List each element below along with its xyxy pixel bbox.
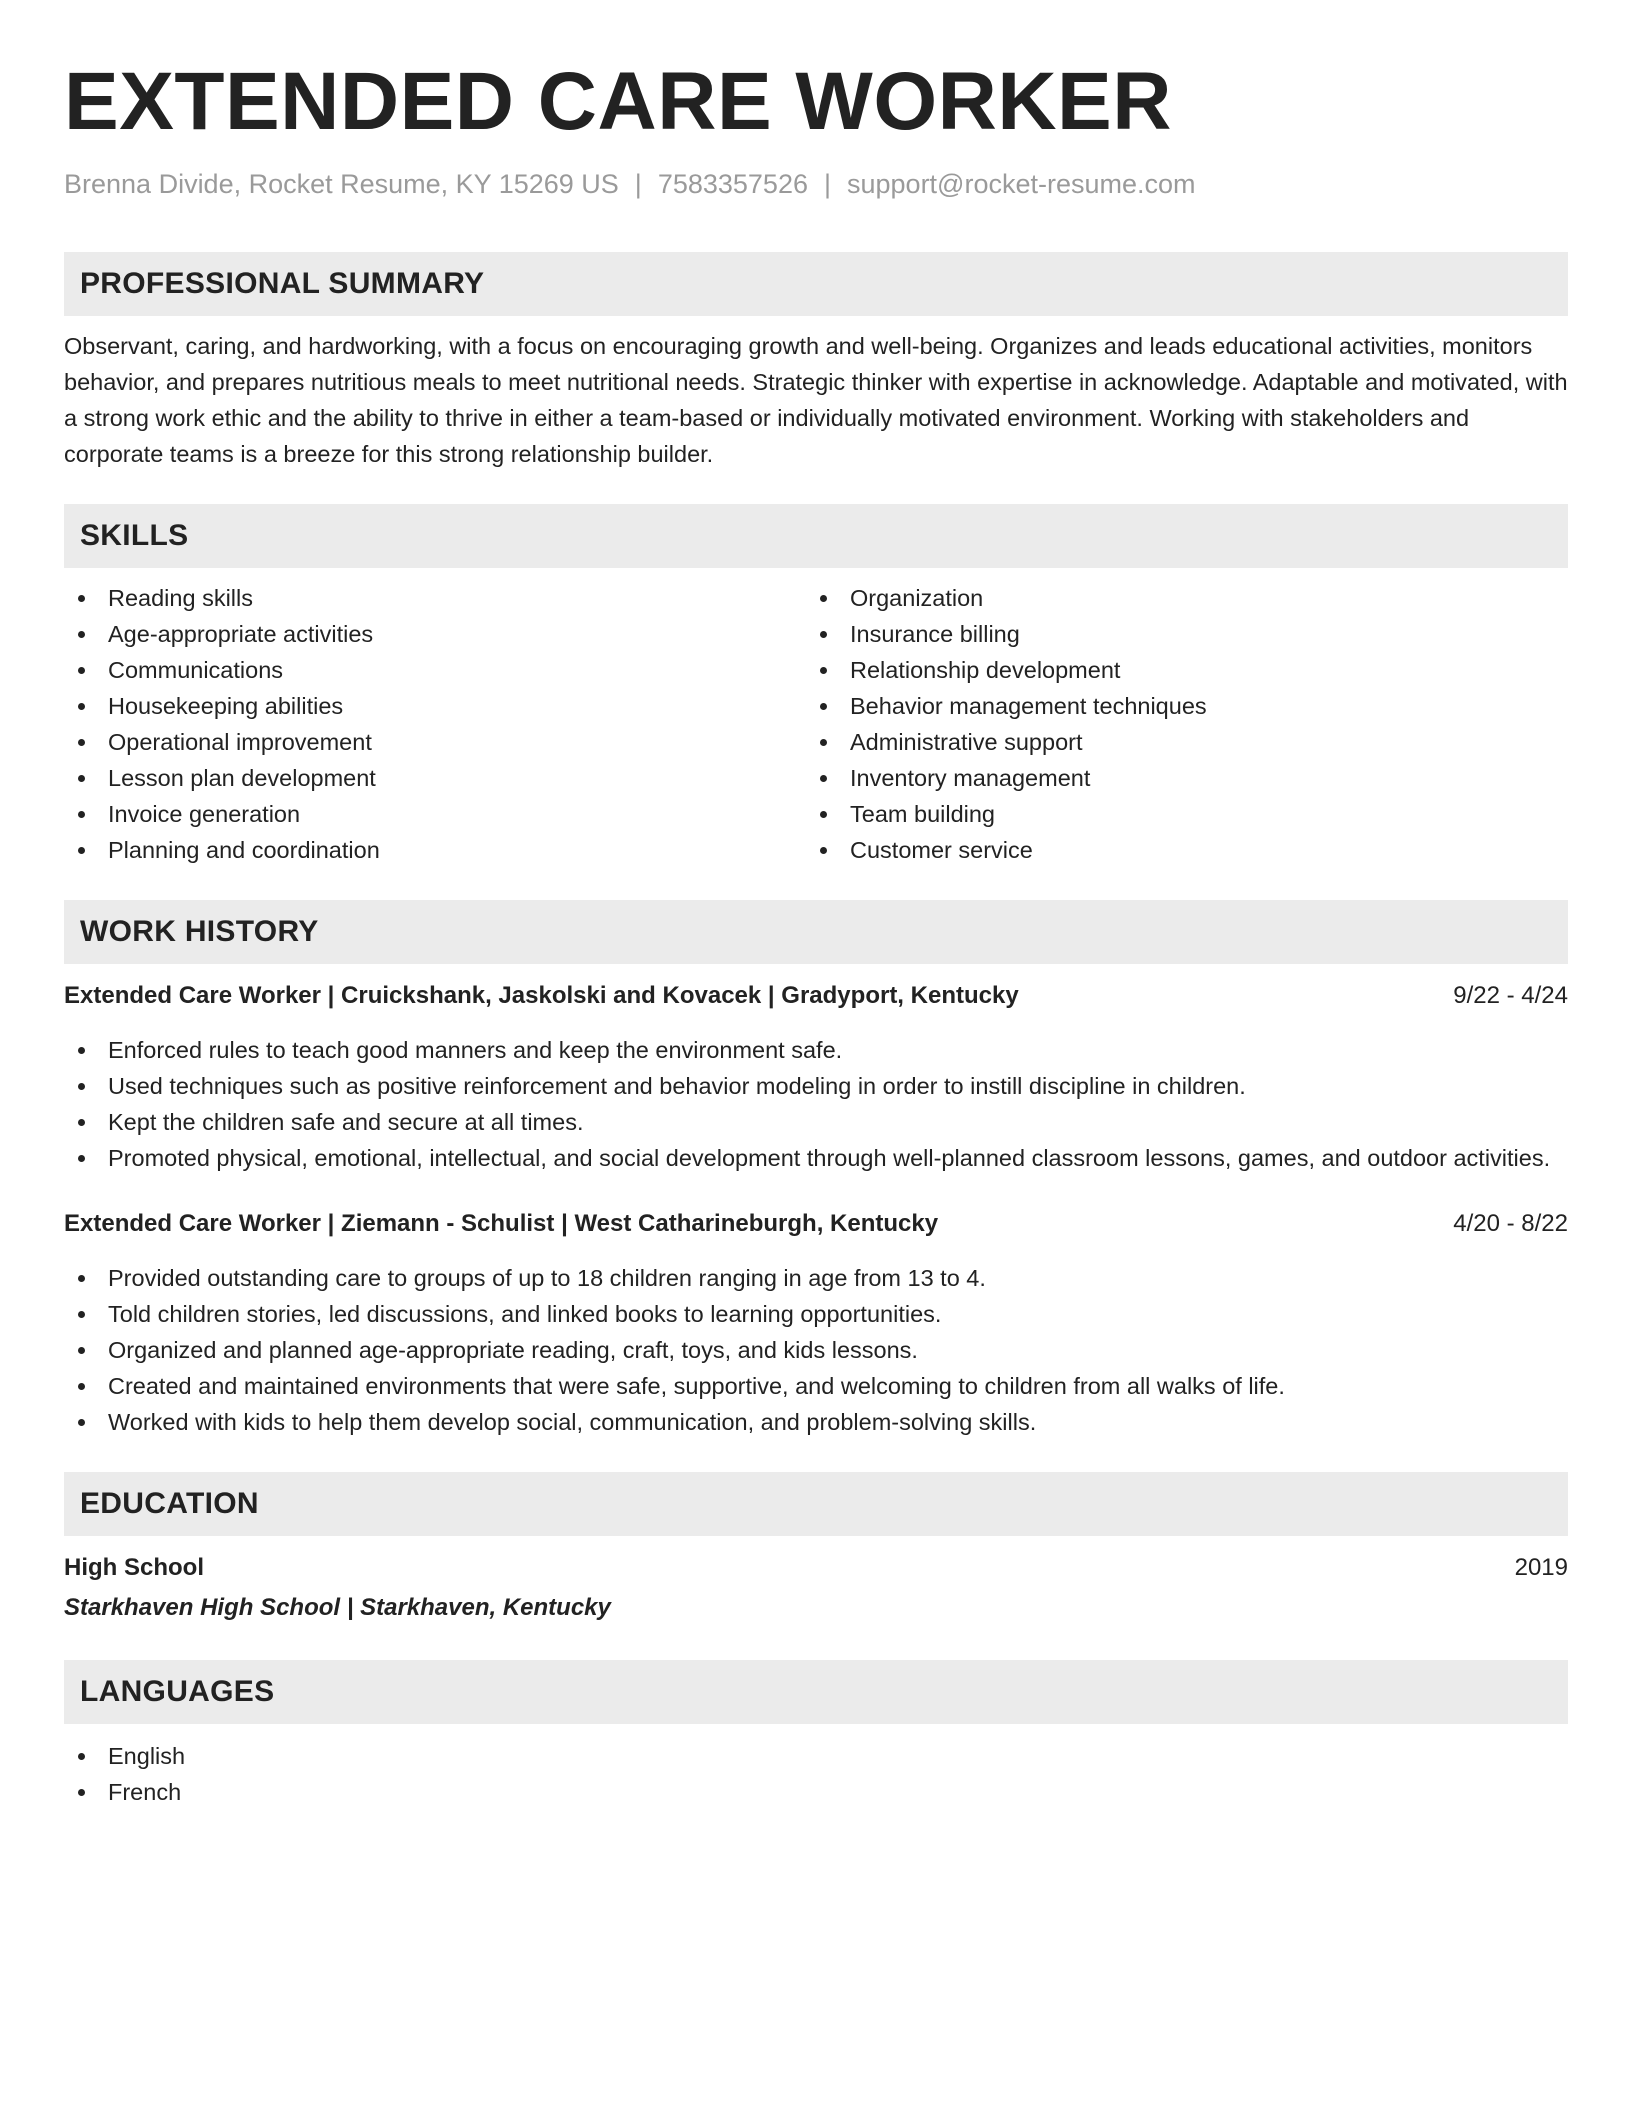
work-history-heading: WORK HISTORY — [64, 900, 1568, 964]
skills-heading: SKILLS — [64, 504, 1568, 568]
skill-item: Operational improvement — [64, 724, 806, 760]
contact-phone: 7583357526 — [657, 169, 808, 199]
skills-grid — [64, 580, 1568, 868]
skill-item: Insurance billing — [806, 616, 1548, 652]
education-degree: High School — [64, 1554, 204, 1581]
candidate-title: EXTENDED CARE WORKER — [64, 56, 1172, 147]
job-bullets — [64, 1260, 1568, 1440]
language-item: English — [64, 1738, 1568, 1774]
skill-item: Planning and coordination — [64, 832, 806, 868]
job-bullet: Promoted physical, emotional, intellectual, and social development through well-planned classroom lessons, games, and outdoor activities. — [64, 1140, 1568, 1176]
job-entry — [64, 1206, 1568, 1440]
skills-list-left — [64, 580, 806, 868]
skill-item: Age-appropriate activities — [64, 616, 806, 652]
education-year: 2019 — [1514, 1554, 1568, 1581]
contact-email: support@rocket-resume.com — [847, 169, 1196, 199]
skill-item: Invoice generation — [64, 796, 806, 832]
job-dates: 9/22 - 4/24 — [1453, 982, 1568, 1009]
job-bullet: Used techniques such as positive reinforcement and behavior modeling in order to instill discipline in children. — [64, 1068, 1568, 1104]
skill-item: Lesson plan development — [64, 760, 806, 796]
skill-item: Administrative support — [806, 724, 1548, 760]
job-title: Extended Care Worker | Cruickshank, Jaskolski and Kovacek | Gradyport, Kentucky — [64, 982, 1019, 1009]
skill-item: Relationship development — [806, 652, 1548, 688]
job-bullets — [64, 1032, 1568, 1176]
skills-list-right — [806, 580, 1548, 868]
job-bullet: Enforced rules to teach good manners and keep the environment safe. — [64, 1032, 1568, 1068]
job-header — [64, 1206, 1568, 1242]
skill-item: Inventory management — [806, 760, 1548, 796]
contact-line — [64, 166, 1568, 202]
skill-item: Reading skills — [64, 580, 806, 616]
job-entry — [64, 978, 1568, 1176]
job-bullet: Worked with kids to help them develop social, communication, and problem-solving skills. — [64, 1404, 1568, 1440]
job-bullet: Organized and planned age-appropriate reading, craft, toys, and kids lessons. — [64, 1332, 1568, 1368]
education-heading: EDUCATION — [64, 1472, 1568, 1536]
job-title: Extended Care Worker | Ziemann - Schulist | West Catharineburgh, Kentucky — [64, 1210, 939, 1237]
job-bullet: Told children stories, led discussions, and linked books to learning opportunities. — [64, 1296, 1568, 1332]
job-bullet: Created and maintained environments that were safe, supportive, and welcoming to children from all walks of life. — [64, 1368, 1568, 1404]
job-dates: 4/20 - 8/22 — [1453, 1210, 1568, 1237]
languages-heading: LANGUAGES — [64, 1660, 1568, 1724]
education-entry — [64, 1550, 1568, 1626]
summary-text: Observant, caring, and hardworking, with a focus on encouraging growth and well-being. Organizes and leads educational activities, monitors behavior, and prepares nutritious meals to meet nutritional needs. Strategic thinker with expertise in acknowledge. Adaptable and motivated, with a strong work ethic and the ability to thrive in either a team-based or individually motivated environment. Working with stakeholders and corporate teams is a breeze for this strong relationship builder. — [64, 333, 1568, 467]
job-bullet: Kept the children safe and secure at all times. — [64, 1104, 1568, 1140]
skill-item: Housekeeping abilities — [64, 688, 806, 724]
language-item: French — [64, 1774, 1568, 1810]
contact-separator: | — [823, 169, 831, 199]
skill-item: Organization — [806, 580, 1548, 616]
summary-heading: PROFESSIONAL SUMMARY — [64, 252, 1568, 316]
skill-item: Team building — [806, 796, 1548, 832]
skill-item: Communications — [64, 652, 806, 688]
education-header — [64, 1550, 1568, 1586]
job-header — [64, 978, 1568, 1014]
skill-item: Customer service — [806, 832, 1548, 868]
languages-list — [64, 1738, 1568, 1810]
contact-address: Brenna Divide, Rocket Resume, KY 15269 US — [64, 169, 619, 199]
education-school: Starkhaven High School | Starkhaven, Kentucky — [64, 1594, 611, 1621]
skill-item: Behavior management techniques — [806, 688, 1548, 724]
contact-separator: | — [634, 169, 642, 199]
job-bullet: Provided outstanding care to groups of up to 18 children ranging in age from 13 to 4. — [64, 1260, 1568, 1296]
